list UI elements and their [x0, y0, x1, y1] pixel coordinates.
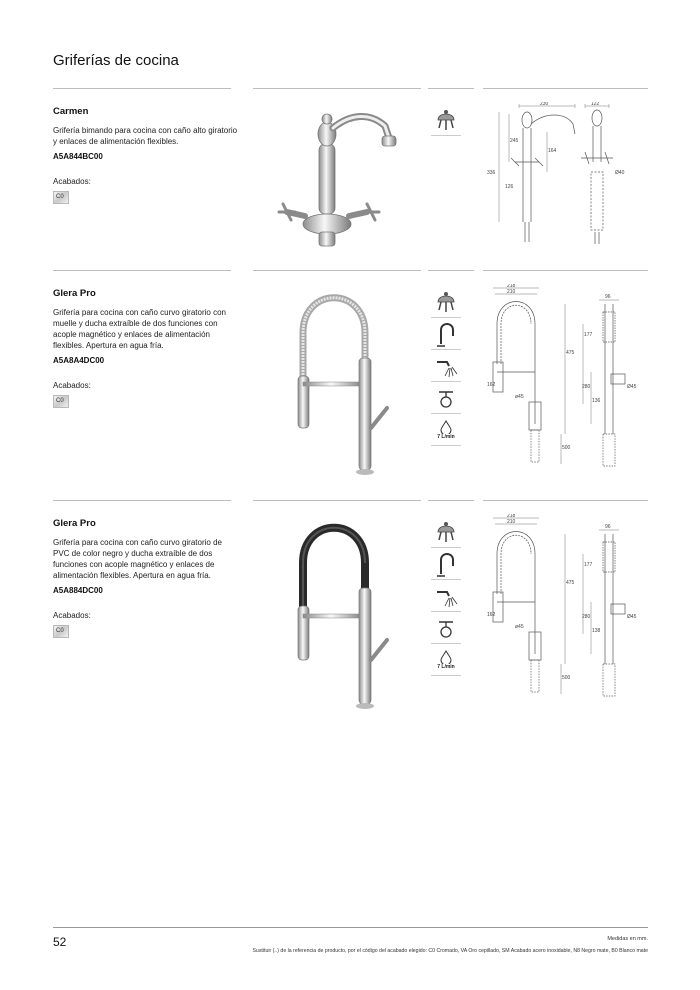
- flow-rate-icon: [431, 414, 461, 446]
- product-photo-glera-pro-black: [293, 518, 393, 713]
- dim-label: 122: [591, 102, 600, 107]
- product-info: [53, 518, 238, 638]
- flow-rate-label: 7 L/min: [437, 663, 455, 670]
- flow-rate-icon: [431, 644, 461, 676]
- product-section-glera-pro-black: [53, 500, 648, 720]
- dim-label: 164: [548, 148, 557, 154]
- dim-label: 500: [562, 445, 571, 451]
- units-note: Medidas en mm.: [607, 936, 648, 942]
- dim-label: 177: [584, 562, 593, 568]
- ceramic-disc-icon: [431, 516, 461, 548]
- page-number: 52: [53, 935, 67, 949]
- divider: [253, 270, 421, 271]
- product-description: Grifería bimando para cocina con caño alto giratorio y enlaces de alimentación flexibles.: [53, 126, 238, 146]
- finishes-label: Acabados:: [53, 611, 91, 620]
- product-info: [53, 106, 238, 204]
- divider: [253, 88, 421, 89]
- divider: [483, 270, 648, 271]
- feature-icons: [431, 104, 461, 136]
- divider: [483, 88, 648, 89]
- finish-swatch-chrome: C0: [53, 625, 69, 638]
- dim-label: Ø45: [627, 614, 637, 620]
- product-description: Grifería para cocina con caño curvo giratorio con muelle y ducha extraíble de dos funciones con acople magnético y enlaces de alimentación flexibles. Apertura en agua fría.: [53, 308, 226, 350]
- page-title: Griferías de cocina: [53, 52, 179, 69]
- dim-label: 280: [582, 614, 591, 620]
- dim-label: 218: [507, 514, 516, 519]
- dim-label: 96: [605, 294, 611, 300]
- technical-drawing-carmen: [485, 102, 650, 250]
- dim-label: 475: [566, 350, 575, 356]
- dim-label: 475: [566, 580, 575, 586]
- divider: [483, 500, 648, 501]
- dim-label: 210: [507, 289, 516, 295]
- cold-opening-icon: [431, 612, 461, 644]
- dim-label: 500: [562, 675, 571, 681]
- finishes-label: Acabados:: [53, 381, 91, 390]
- dim-label: 162: [487, 612, 496, 618]
- footer-divider: [53, 927, 648, 928]
- divider: [253, 500, 421, 501]
- flow-rate-label: 7 L/min: [437, 433, 455, 440]
- divider: [53, 270, 231, 271]
- dim-label: 136: [592, 398, 601, 404]
- product-name: Glera Pro: [53, 288, 96, 299]
- divider: [428, 88, 474, 89]
- finish-swatch-chrome: C0: [53, 191, 69, 204]
- finishes-label: Acabados:: [53, 177, 91, 186]
- dim-label: 177: [584, 332, 593, 338]
- product-code: A5A844BC00: [53, 152, 103, 161]
- divider: [428, 270, 474, 271]
- dim-label: ø45: [515, 624, 524, 630]
- product-photo-glera-pro: [293, 288, 393, 478]
- product-section-carmen: [53, 88, 648, 253]
- dim-label: 280: [582, 384, 591, 390]
- cold-opening-icon: [431, 382, 461, 414]
- technical-drawing-glera-pro-black: [487, 514, 649, 704]
- product-description: Grifería para cocina con caño curvo giratorio de PVC de color negro y ducha extraíble de dos funciones con acople magnético y enlaces de alimentación flexibles. Apertura en agua fría.: [53, 538, 222, 580]
- dim-label: Ø40: [615, 170, 625, 176]
- dim-label: 210: [507, 519, 516, 525]
- feature-icons: [431, 286, 461, 446]
- divider: [53, 500, 231, 501]
- swivel-spout-icon: [431, 318, 461, 350]
- product-name: Carmen: [53, 106, 89, 117]
- product-info: [53, 288, 238, 408]
- dim-label: 138: [592, 628, 601, 634]
- ceramic-disc-icon: [431, 104, 461, 136]
- pull-out-shower-icon: [431, 580, 461, 612]
- pull-out-shower-icon: [431, 350, 461, 382]
- dim-label: ø45: [515, 394, 524, 400]
- ceramic-disc-icon: [431, 286, 461, 318]
- product-section-glera-pro: [53, 270, 648, 485]
- divider: [53, 88, 231, 89]
- product-photo-carmen: [275, 104, 405, 249]
- dim-label: Ø45: [627, 384, 637, 390]
- product-code: A5A884DC00: [53, 586, 103, 595]
- dim-label: 245: [510, 138, 519, 144]
- dim-label: 162: [487, 382, 496, 388]
- dim-label: 336: [487, 170, 496, 176]
- feature-icons: [431, 516, 461, 676]
- dim-label: 96: [605, 524, 611, 530]
- dim-label: 218: [507, 284, 516, 289]
- dim-label: 126: [505, 184, 514, 190]
- divider: [428, 500, 474, 501]
- finish-codes-note: Sustituir (..) de la referencia de producto, por el código del acabado elegido: C0 Cromado, VA Oro cepillado, SM Acabado acero inoxidable, N8 Negro mate, B0 Blanco mate: [252, 948, 648, 954]
- product-code: A5A8A4DC00: [53, 356, 105, 365]
- swivel-spout-icon: [431, 548, 461, 580]
- dim-label: 230: [540, 102, 549, 107]
- product-name: Glera Pro: [53, 518, 96, 529]
- finish-swatch-chrome: C0: [53, 395, 69, 408]
- technical-drawing-glera-pro: [487, 284, 649, 474]
